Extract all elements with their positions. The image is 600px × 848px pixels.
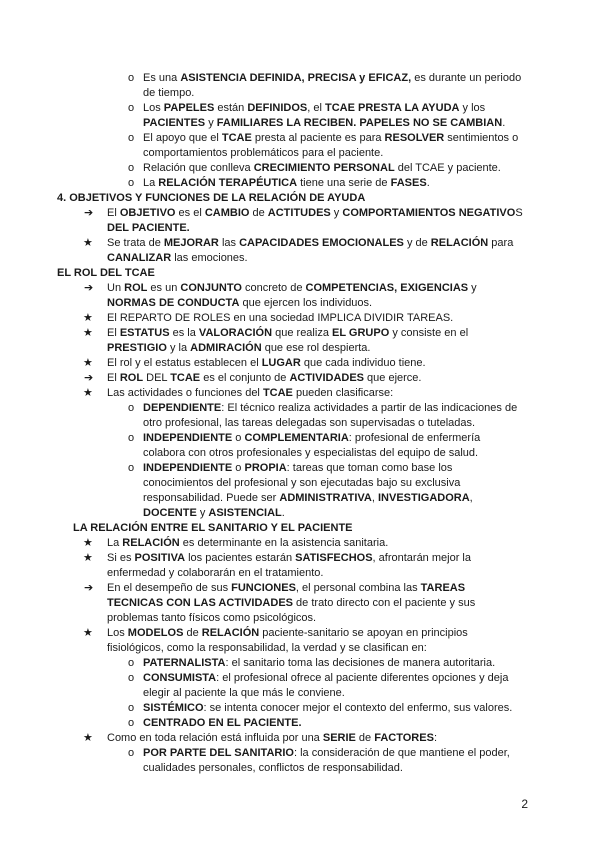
bold-text: CAMBIO: [204, 207, 250, 219]
text: S: [515, 207, 523, 219]
text: Es una: [143, 72, 181, 84]
text: es la: [169, 327, 199, 339]
bold-text: CONJUNTO: [180, 282, 242, 294]
text: y de: [403, 237, 431, 249]
text: El: [107, 207, 120, 219]
bold-text: CRECIMIENTO PERSONAL: [253, 162, 395, 174]
circle-bullet-icon: o: [128, 72, 135, 84]
text: de tiempo.: [143, 87, 195, 99]
star-bullet-icon: ★: [83, 387, 93, 399]
bold-text: DEPENDIENTE: [143, 402, 222, 414]
bold-text: FAMILIARES LA RECIBEN. PAPELES NO SE CAMBIAN: [216, 117, 503, 129]
text: es durante un periodo: [411, 72, 522, 84]
text: de trato directo con el paciente y sus: [293, 597, 476, 609]
text: colabora con otros profesionales y especialistas del equipo de salud.: [143, 447, 479, 459]
bold-text: CAPACIDADES EMOCIONALES: [239, 237, 404, 249]
bold-text: ESTATUS: [119, 327, 170, 339]
circle-bullet-icon: o: [128, 432, 135, 444]
text-line: [143, 71, 521, 86]
bold-text: SISTÉMICO: [143, 702, 204, 714]
text: y: [468, 282, 477, 294]
text: : la consideración de que mantiene el poder,: [293, 747, 510, 759]
text-line: [143, 476, 460, 491]
text: responsabilidad. Puede ser: [143, 492, 280, 504]
text: pueden clasificarse:: [292, 387, 394, 399]
text: es el conjunto de: [200, 372, 290, 384]
text: Un: [107, 282, 125, 294]
text: La: [143, 177, 159, 189]
text-line: [143, 86, 194, 101]
text: tiene una serie de: [297, 177, 391, 189]
bold-text: ADMINISTRATIVA: [279, 492, 372, 504]
bold-text: RELACIÓN: [430, 237, 489, 249]
text: : se intenta conocer mejor el contexto del enfermo, sus valores.: [203, 702, 513, 714]
text-line: [107, 311, 453, 326]
bold-text: ACTIVIDADES: [289, 372, 364, 384]
bold-text: ASISTENCIAL: [208, 507, 282, 519]
text: del TCAE y paciente.: [394, 162, 501, 174]
bold-text: MEJORAR: [163, 237, 219, 249]
bold-text: INDEPENDIENTE: [143, 432, 233, 444]
bold-text: POR PARTE DEL SANITARIO: [143, 747, 294, 759]
star-bullet-icon: ★: [83, 537, 93, 549]
bold-text: CENTRADO EN EL PACIENTE.: [143, 717, 302, 729]
bold-text: COMPETENCIAS, EXIGENCIAS: [305, 282, 469, 294]
text: .: [502, 117, 506, 129]
text: es un: [147, 282, 181, 294]
text: concreto de: [241, 282, 306, 294]
text: fisiológicos, como la responsabilidad, la verdad y se clasifican en:: [107, 642, 427, 654]
page-number: 2: [521, 797, 528, 811]
text-line: [107, 251, 248, 266]
text-line: [107, 221, 190, 236]
text: están: [214, 102, 248, 114]
text: , afrontarán mejor la: [372, 552, 471, 564]
text: y: [196, 507, 209, 519]
bold-text: RELACIÓN: [201, 627, 260, 639]
text: o: [232, 432, 245, 444]
text-line: [143, 446, 478, 461]
text-line: [107, 371, 421, 386]
text: otro profesional, las tareas delegadas son supervisadas o tuteladas.: [143, 417, 476, 429]
arrow-bullet-icon: ➔: [84, 207, 94, 219]
circle-bullet-icon: o: [128, 702, 135, 714]
text-line: [107, 356, 426, 371]
text: .: [281, 507, 285, 519]
text: .: [426, 177, 430, 189]
star-bullet-icon: ★: [83, 312, 93, 324]
text: los pacientes estarán: [185, 552, 296, 564]
text-line: [107, 386, 393, 401]
text: : El técnico realiza actividades a partir de las indicaciones de: [221, 402, 518, 414]
text: ,: [371, 492, 378, 504]
text-line: [143, 131, 518, 146]
star-bullet-icon: ★: [83, 357, 93, 369]
text-line: [143, 701, 512, 716]
text: El apoyo que el: [143, 132, 222, 144]
text-line: [143, 461, 452, 476]
bold-text: TCAE: [221, 132, 252, 144]
text-line: [143, 686, 345, 701]
text: El: [107, 327, 120, 339]
text-line: [107, 236, 513, 251]
text: y: [330, 207, 343, 219]
text: DEL: [143, 372, 171, 384]
bold-text: EL ROL DEL TCAE: [57, 267, 155, 279]
text: : el sanitario toma las decisiones de manera autoritaria.: [225, 657, 496, 669]
text-line: [143, 491, 473, 506]
text: es el: [175, 207, 205, 219]
circle-bullet-icon: o: [128, 402, 135, 414]
text: y la: [166, 342, 191, 354]
text: El REPARTO DE ROLES en una sociedad IMPLICA DIVIDIR TAREAS.: [107, 312, 454, 324]
bold-text: DEFINIDOS: [247, 102, 308, 114]
bold-text: DOCENTE: [143, 507, 197, 519]
circle-bullet-icon: o: [128, 102, 135, 114]
bold-text: ASISTENCIA DEFINIDA, PRECISA y EFICAZ,: [180, 72, 412, 84]
bold-text: PAPELES: [163, 102, 215, 114]
text-line: [143, 746, 510, 761]
circle-bullet-icon: o: [128, 132, 135, 144]
circle-bullet-icon: o: [128, 177, 135, 189]
text: Como en toda relación está influida por una: [107, 732, 323, 744]
star-bullet-icon: ★: [83, 627, 93, 639]
text: las emociones.: [171, 252, 248, 264]
text: y consiste en el: [389, 327, 469, 339]
bold-text: ROL: [119, 372, 144, 384]
bold-text: NORMAS DE CONDUCTA: [107, 297, 240, 309]
text-line: [143, 716, 302, 731]
text-line: [143, 176, 430, 191]
bold-text: COMPORTAMIENTOS NEGATIVO: [342, 207, 516, 219]
text: La: [107, 537, 123, 549]
text: ,: [469, 492, 473, 504]
text-line: [107, 566, 323, 581]
circle-bullet-icon: o: [128, 162, 135, 174]
text: Los: [143, 102, 164, 114]
text: , el: [307, 102, 325, 114]
circle-bullet-icon: o: [128, 747, 135, 759]
text: de: [249, 207, 268, 219]
bold-text: FUNCIONES: [231, 582, 296, 594]
text-line: [107, 536, 388, 551]
bold-text: OBJETIVO: [119, 207, 176, 219]
text: las: [218, 237, 240, 249]
text: : el profesional ofrece al paciente diferentes opciones y deja: [216, 672, 509, 684]
text-line: [107, 296, 372, 311]
bold-text: TCAE: [262, 387, 293, 399]
circle-bullet-icon: o: [128, 672, 135, 684]
text-line: [107, 341, 371, 356]
bold-text: CONSUMISTA: [143, 672, 217, 684]
text: y: [205, 117, 217, 129]
text: que ejercen los individuos.: [239, 297, 373, 309]
bold-text: FASES: [390, 177, 427, 189]
text: :: [433, 732, 437, 744]
text: cualidades personales, conflictos de responsabilidad.: [143, 762, 403, 774]
bold-text: PACIENTES: [143, 117, 206, 129]
bold-text: ADMIRACIÓN: [190, 342, 262, 354]
text: , el personal combina las: [295, 582, 421, 594]
bold-text: EL GRUPO: [332, 327, 390, 339]
bold-text: INVESTIGADORA: [377, 492, 470, 504]
text: es determinante en la asistencia sanitaria.: [179, 537, 389, 549]
circle-bullet-icon: o: [128, 657, 135, 669]
bold-text: INDEPENDIENTE: [143, 462, 233, 474]
circle-bullet-icon: o: [128, 462, 135, 474]
text: paciente-sanitario se apoyan en principios: [259, 627, 468, 639]
text: El rol y el estatus establecen el: [107, 357, 262, 369]
text-line: [143, 401, 517, 416]
arrow-bullet-icon: ➔: [84, 582, 94, 594]
text: En el desempeño de sus: [107, 582, 232, 594]
bold-text: LA RELACIÓN ENTRE EL SANITARIO Y EL PACIENTE: [73, 522, 353, 534]
bold-text: PATERNALISTA: [143, 657, 226, 669]
bold-text: ACTITUDES: [267, 207, 331, 219]
text-line: [107, 731, 437, 746]
text-line: [73, 521, 353, 536]
text: presta al paciente es para: [251, 132, 385, 144]
bold-text: MODELOS: [127, 627, 184, 639]
bold-text: PRESTIGIO: [107, 342, 167, 354]
star-bullet-icon: ★: [83, 732, 93, 744]
bold-text: VALORACIÓN: [198, 327, 273, 339]
text-line: [143, 506, 285, 521]
text: Se trata de: [107, 237, 164, 249]
bold-text: PROPIA: [244, 462, 287, 474]
text-line: [107, 281, 477, 296]
text-line: [107, 581, 465, 596]
text: o: [232, 462, 245, 474]
text-line: [107, 596, 475, 611]
text-line: [57, 266, 155, 281]
text-line: [107, 551, 471, 566]
bold-text: CANALIZAR: [107, 252, 172, 264]
text-line: [57, 191, 365, 206]
bold-text: POSITIVA: [134, 552, 186, 564]
text: para: [488, 237, 514, 249]
bold-text: LUGAR: [261, 357, 301, 369]
text: elegir al paciente la que más le conviene.: [143, 687, 345, 699]
bold-text: TCAE: [170, 372, 201, 384]
text: que cada individuo tiene.: [300, 357, 426, 369]
text: conocimientos del profesional y son ejecutadas bajo su exclusiva: [143, 477, 461, 489]
bold-text: TECNICAS CON LAS ACTIVIDADES: [107, 597, 293, 609]
bold-text: COMPLEMENTARIA: [244, 432, 349, 444]
text: Los: [107, 627, 128, 639]
text: : tareas que toman como base los: [286, 462, 453, 474]
bold-text: DEL PACIENTE.: [107, 222, 190, 234]
text-line: [143, 116, 505, 131]
bold-text: SATISFECHOS: [295, 552, 373, 564]
text-line: [143, 761, 403, 776]
text: problemas tanto físicos como psicológicos.: [107, 612, 317, 624]
bold-text: FACTORES: [374, 732, 434, 744]
text-line: [143, 656, 495, 671]
text-line: [143, 161, 501, 176]
bold-text: TAREAS: [420, 582, 466, 594]
text: que realiza: [272, 327, 332, 339]
text: y los: [459, 102, 486, 114]
bold-text: RESOLVER: [384, 132, 445, 144]
text-line: [107, 626, 468, 641]
text: que ejerce.: [364, 372, 422, 384]
text-line: [143, 146, 383, 161]
bold-text: 4. OBJETIVOS Y FUNCIONES DE LA RELACIÓN DE AYUDA: [57, 192, 366, 204]
bold-text: ROL: [124, 282, 148, 294]
text: Si es: [107, 552, 135, 564]
bold-text: RELACIÓN TERAPÉUTICA: [158, 177, 298, 189]
circle-bullet-icon: o: [128, 717, 135, 729]
text-line: [107, 641, 427, 656]
star-bullet-icon: ★: [83, 327, 93, 339]
text-line: [143, 101, 485, 116]
text: comportamientos problemáticos para el paciente.: [143, 147, 384, 159]
text-line: [107, 611, 316, 626]
text-line: [143, 671, 508, 686]
text-line: [107, 326, 468, 341]
arrow-bullet-icon: ➔: [84, 282, 94, 294]
star-bullet-icon: ★: [83, 237, 93, 249]
text: Las actividades o funciones del: [107, 387, 263, 399]
text-line: [143, 416, 475, 431]
text: : profesional de enfermería: [348, 432, 481, 444]
text: sentimientos o: [444, 132, 519, 144]
arrow-bullet-icon: ➔: [84, 372, 94, 384]
text: que ese rol despierta.: [261, 342, 371, 354]
text: de: [183, 627, 202, 639]
text-line: [107, 206, 523, 221]
star-bullet-icon: ★: [83, 552, 93, 564]
bold-text: SERIE: [322, 732, 356, 744]
text: de: [355, 732, 375, 744]
text-line: [143, 431, 480, 446]
text: enfermedad y colaborarán en el tratamiento.: [107, 567, 324, 579]
text: Relación que conlleva: [143, 162, 254, 174]
bold-text: RELACIÓN: [122, 537, 180, 549]
bold-text: TCAE PRESTA LA AYUDA: [325, 102, 460, 114]
text: El: [107, 372, 120, 384]
